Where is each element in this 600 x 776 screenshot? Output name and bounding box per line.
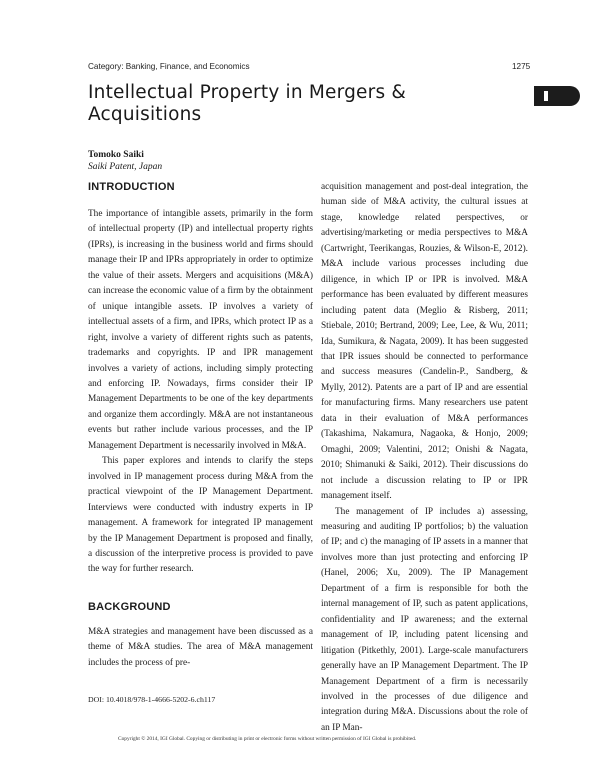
copyright-notice: Copyright © 2014, IGI Global. Copying or distributing in print or electronic forms without written permission of IGI Global is prohibited. [118, 736, 417, 742]
heading-background: BACKGROUND [88, 600, 171, 613]
doi-link[interactable]: DOI: 10.4018/978-1-4666-5202-6.ch117 [88, 695, 216, 704]
running-head-category: Category: Banking, Finance, and Economics [88, 62, 250, 71]
author-name: Tomoko Saiki [88, 150, 144, 160]
article-title: Intellectual Property in Mergers & Acquisitions [88, 82, 406, 125]
background-paragraph-1: M&A strategies and management have been discussed as a theme of M&A studies. The area of M&A management includes the process of pre- [88, 626, 313, 668]
intro-paragraph-1: The importance of intangible assets, primarily in the form of intellectual property (IP) and intellectual property rights (IPRs), is increasing in the business world and firms should manage their IP and IPRs appropriately in order to optimize the value of their assets. Mergers and acquisitions (M&A) can increase the economic value of a firm by the obtainment of unique intangible assets. IP involves a variety of intellectual assets of a firm, and IPRs, which protect IP as a right, involve a variety of different rights such as patents, trademarks and copyrights. IP and IPR management involves a variety of actions, including simply protecting and enforcing IP. Nowadays, firms consider their IP Management Departments to be one of the key departments and organize them accordingly. M&A are not instantaneous events but rather include various processes, and the IP Management Department is necessarily involved in M&A. [88, 209, 313, 451]
left-column [88, 180, 313, 671]
heading-introduction: INTRODUCTION [88, 181, 175, 193]
letter-i-glyph [544, 91, 548, 101]
author-affiliation: Saiki Patent, Japan [88, 162, 163, 172]
right-column [321, 180, 528, 736]
intro-paragraph-2: This paper explores and intends to clarify the steps involved in IP management process during M&A from the practical viewpoint of the IP Management Department. Interviews were conducted with industry experts in IP management. A framework for integrated IP management by the IP Management Department is proposed and finally, a discussion of the interpretive process is provided to pave the way for further research. [88, 456, 313, 575]
background-paragraph-2: The management of IP includes a) assessing, measuring and auditing IP portfolios; b) the valuation of IP; and c) the managing of IP assets in a manner that involves more than just protecting and enforcing IP (Hanel, 2006; Xu, 2009). The IP Management Department of a firm is responsible for both the internal management of IP, such as patent applications, confidentiality and IP awareness; and the external management of IP, including patent licensing and litigation (Pitkethly, 2001). Large-scale manufacturers generally have an IP Management Department. The IP Management Department of a firm is necessarily involved in the processes of due diligence and integration during M&A. Discussions about the role of an IP Man- [321, 506, 528, 733]
section-tab-marker-icon [534, 86, 580, 106]
page-number: 1275 [512, 62, 531, 71]
background-paragraph-continued: acquisition management and post-deal integration, the human side of M&A activity, the cultural issues at stage, knowledge related perspectives, or advertising/marketing or media perspectives to M&A (Cartwright, Teerikangas, Rouzies, & Wilson-E, 2012). M&A include various processes including due diligence, in which IP or IPR is involved. M&A performance has been evaluated by different measures including patent data (Meglio & Risberg, 2011; Stiebale, 2010; Bertrand, 2009; Lee, Lee, & Wu, 2011; Ida, Sumikura, & Nagata, 2009). It has been suggested that IPR issues should be connected to performance and success measures (Candelin-P., Sandberg, & Mylly, 2012). Patents are a part of IP and are essential for manufacturing firms. Many researchers use patent data in their evaluation of M&A performances (Takashima, Nakamura, Nagaoka, & Honjo, 2009; Omaghi, 2009; Valentini, 2012; Onishi & Nagata, 2010; Shimanuki & Saiki, 2012). Their discussions do not include a discussion relating to IP or IPR management itself. [321, 182, 528, 502]
